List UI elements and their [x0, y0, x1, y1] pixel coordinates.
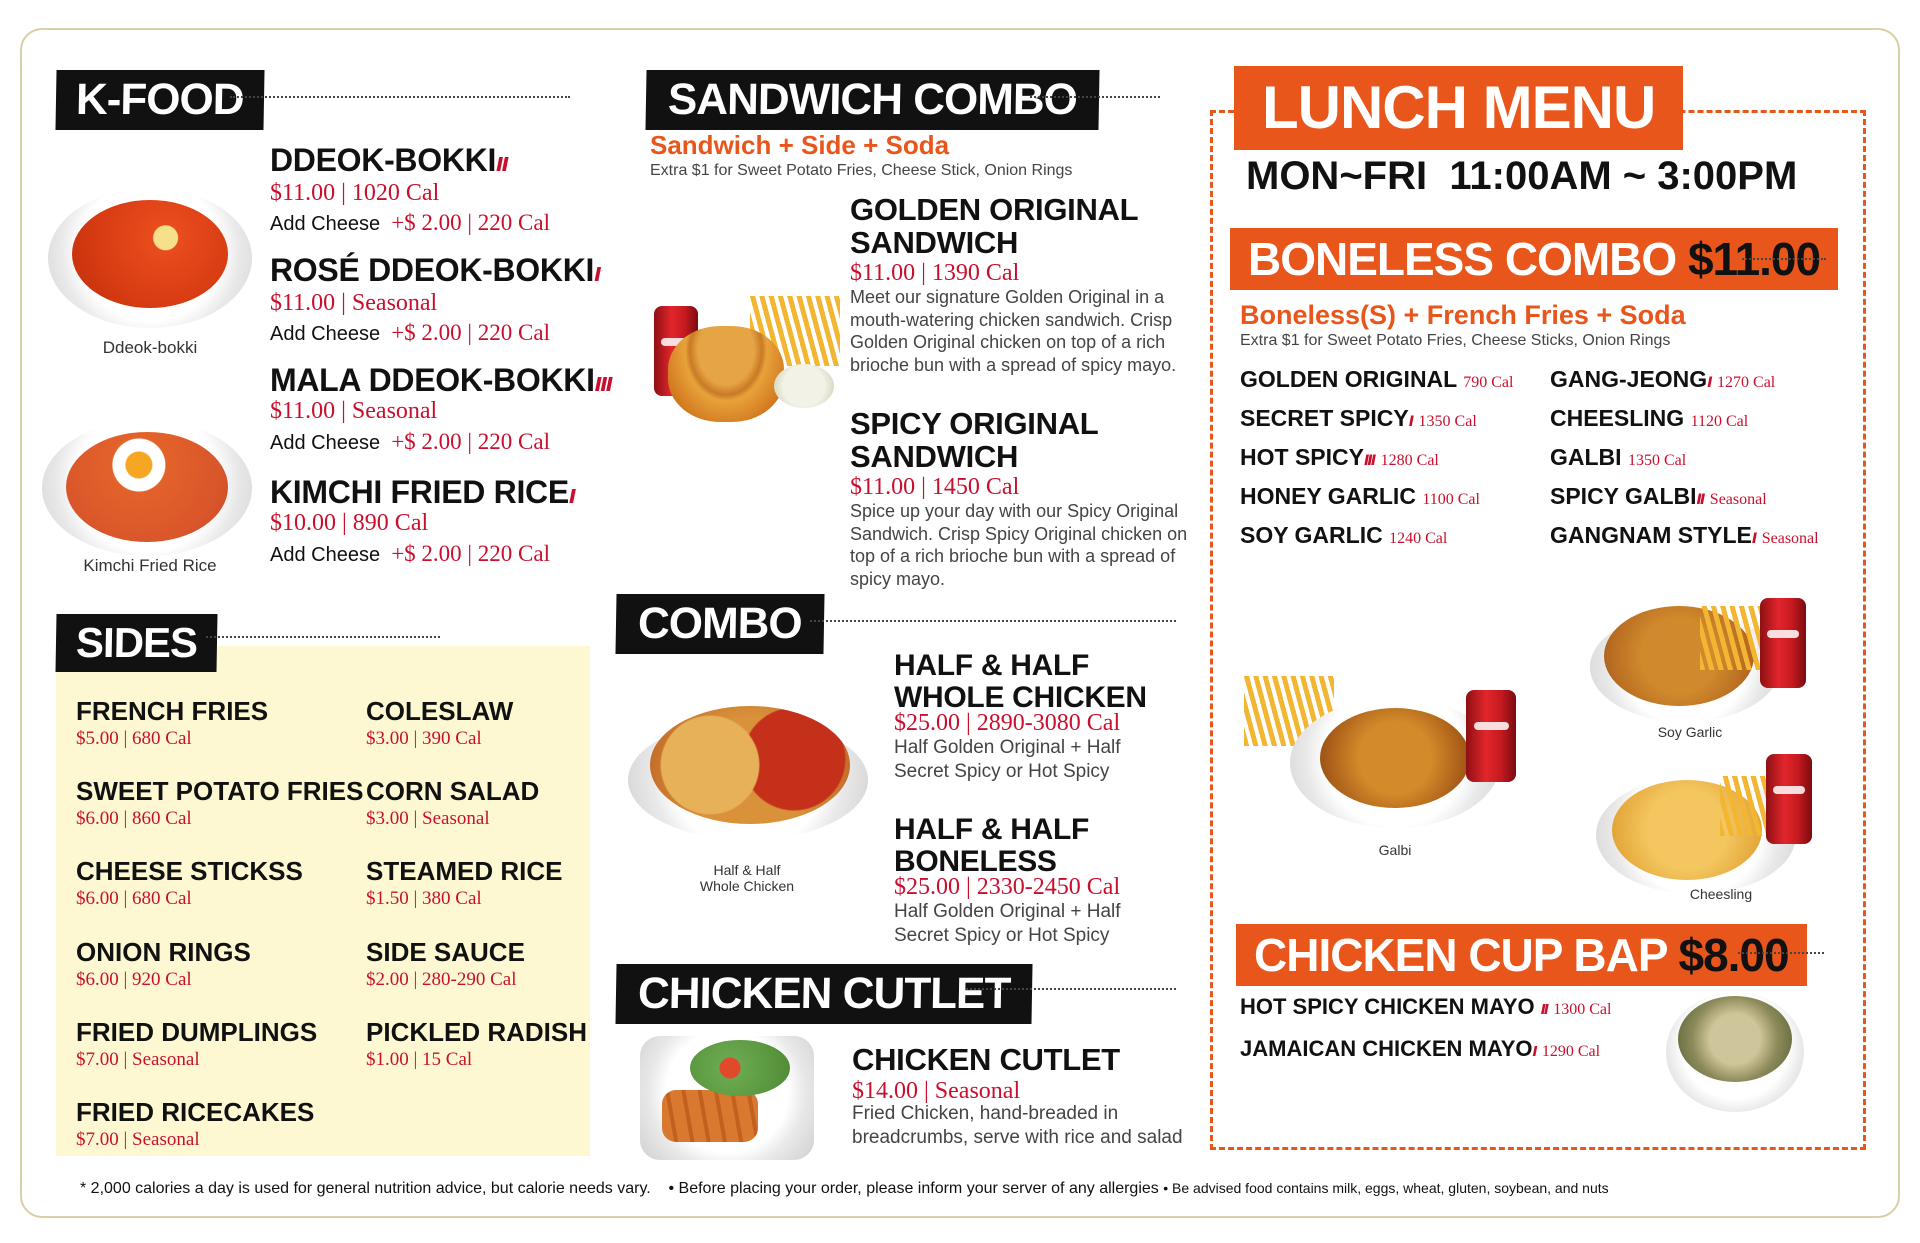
- cheesling-caption: Cheesling: [1689, 886, 1753, 902]
- flavor-item: CHEESLING 1120 Cal: [1550, 405, 1749, 431]
- sides-divider: [206, 628, 440, 638]
- kfood-item-name: DDEOK-BOKKIıı: [270, 142, 508, 178]
- side-item-price: $6.00 | 680 Cal: [76, 888, 192, 909]
- cupbap-food: [1678, 996, 1792, 1082]
- combo-item-price: $25.00 | 2890-3080 Cal: [894, 710, 1121, 736]
- chili-icon: ııı: [1363, 448, 1375, 470]
- half-half-caption: Half & Half Whole Chicken: [699, 862, 795, 894]
- cutlet-title: CHICKEN CUTLET: [615, 964, 1032, 1024]
- cutlet-food: [662, 1090, 758, 1142]
- flavor-item: GANG-JEONGı 1270 Cal: [1550, 366, 1776, 392]
- side-item-price: $7.00 | Seasonal: [76, 1049, 200, 1070]
- kfood-item-addon: Add Cheese +$ 2.00 | 220 Cal: [270, 429, 550, 454]
- lunch-title: LUNCH MENU: [1234, 66, 1683, 150]
- soda-can-image: [1766, 754, 1812, 844]
- half-half-food: [650, 706, 850, 824]
- sandwich-title: SANDWICH COMBO: [645, 70, 1099, 130]
- kfood-item-price: $11.00 | Seasonal: [270, 290, 438, 316]
- ddeokbokki-food: [72, 200, 228, 308]
- side-item-name: ONION RINGS: [76, 937, 251, 967]
- galbi-food: [1320, 708, 1470, 808]
- sandwich-image: [668, 326, 784, 422]
- kfood-item-addon: Add Cheese +$ 2.00 | 220 Cal: [270, 320, 550, 345]
- sandwich-extra: Extra $1 for Sweet Potato Fries, Cheese Stick, Onion Rings: [650, 162, 1073, 179]
- side-item-name: PICKLED RADISH: [366, 1017, 588, 1047]
- footer-note: * 2,000 calories a day is used for general nutrition advice, but calorie needs vary. • Before placing your order, please inform your server of any allergies • Be advised food contains milk, eggs, wheat, gluten, soybean, and nuts: [80, 1180, 1609, 1197]
- side-item-name: FRIED DUMPLINGS: [76, 1017, 318, 1047]
- sandwich-item-desc: Meet our signature Golden Original in a mouth-watering chicken sandwich. Crisp Golden Original chicken on top of a rich brioche bun with a spread of spicy mayo.: [850, 287, 1177, 375]
- kimchi-rice-food: [66, 432, 228, 542]
- cutlet-item-name: CHICKEN CUTLET: [852, 1042, 1120, 1077]
- side-item-price: $5.00 | 680 Cal: [76, 728, 192, 749]
- chili-icon: ııı: [594, 366, 612, 397]
- combo-divider: [810, 612, 1176, 622]
- cupbap-title: CHICKEN CUP BAP $8.00: [1236, 924, 1807, 986]
- chili-icon: ı: [1408, 409, 1413, 431]
- boneless-extra: Extra $1 for Sweet Potato Fries, Cheese Sticks, Onion Rings: [1240, 332, 1671, 349]
- cupbap-divider: [1738, 944, 1824, 954]
- boneless-title: BONELESS COMBO $11.00: [1230, 228, 1838, 290]
- chili-icon: ı: [594, 256, 600, 287]
- sandwich-subtitle: Sandwich + Side + Soda: [650, 130, 950, 160]
- chili-icon: ı: [1707, 370, 1711, 392]
- kfood-item-addon: Add Cheese +$ 2.00 | 220 Cal: [270, 210, 550, 235]
- soda-can-image: [1466, 690, 1516, 782]
- galbi-caption: Galbi: [1378, 842, 1412, 858]
- ddeokbokki-caption: Ddeok-bokki: [102, 338, 198, 357]
- soda-can-image: [1760, 598, 1806, 688]
- chili-icon: ı: [1751, 526, 1756, 548]
- side-item-price: $3.00 | 390 Cal: [366, 728, 482, 749]
- kfood-item-addon: Add Cheese +$ 2.00 | 220 Cal: [270, 541, 550, 566]
- combo-item-desc: Half Golden Original + Half Secret Spicy or Hot Spicy: [894, 901, 1121, 946]
- sandwich-item-name: SPICY ORIGINAL SANDWICH: [850, 406, 1098, 474]
- lunch-hours: MON~FRI 11:00AM ~ 3:00PM: [1246, 154, 1798, 198]
- cutlet-item-price: $14.00 | Seasonal: [852, 1078, 1021, 1104]
- side-item-price: $6.00 | 920 Cal: [76, 969, 192, 990]
- flavor-item: GANGNAM STYLEı Seasonal: [1550, 522, 1819, 548]
- chili-icon: ıı: [1540, 997, 1548, 1018]
- chili-icon: ıı: [1696, 487, 1704, 509]
- side-item-price: $3.00 | Seasonal: [366, 808, 490, 829]
- kfood-item-name: KIMCHI FRIED RICEı: [270, 474, 575, 510]
- combo-item-name: HALF & HALF BONELESS: [894, 813, 1089, 878]
- boneless-divider: [1742, 250, 1826, 260]
- flavor-item: SECRET SPICYı 1350 Cal: [1240, 405, 1477, 431]
- cupbap-item: HOT SPICY CHICKEN MAYO ıı 1300 Cal: [1240, 994, 1612, 1019]
- boneless-subtitle: Boneless(S) + French Fries + Soda: [1240, 300, 1686, 330]
- sides-title: SIDES: [55, 614, 217, 672]
- side-item-name: FRIED RICECAKES: [76, 1097, 315, 1127]
- side-item-name: CORN SALAD: [366, 776, 540, 806]
- flavor-item: GALBI 1350 Cal: [1550, 444, 1687, 470]
- chili-icon: ıı: [496, 146, 508, 177]
- cutlet-item-desc: Fried Chicken, hand-breaded in breadcrumbs, serve with rice and salad: [852, 1103, 1183, 1148]
- kimchi-rice-caption: Kimchi Fried Rice: [83, 556, 217, 575]
- flavor-item: HONEY GARLIC 1100 Cal: [1240, 483, 1480, 509]
- coleslaw-image: [774, 364, 834, 408]
- flavor-item: HOT SPICYııı 1280 Cal: [1240, 444, 1439, 470]
- sandwich-item-price: $11.00 | 1390 Cal: [850, 260, 1020, 286]
- flavor-item: GOLDEN ORIGINAL 790 Cal: [1240, 366, 1514, 392]
- side-item-name: FRENCH FRIES: [76, 696, 269, 726]
- kfood-item-price: $10.00 | 890 Cal: [270, 510, 429, 536]
- cupbap-price: $8.00: [1678, 929, 1789, 981]
- side-item-name: CHEESE STICKSS: [76, 856, 303, 886]
- salad-food: [690, 1040, 790, 1096]
- side-item-name: COLESLAW: [366, 696, 514, 726]
- kfood-title: K-FOOD: [55, 70, 264, 130]
- side-item-price: $2.00 | 280-290 Cal: [366, 969, 517, 990]
- kfood-item-price: $11.00 | 1020 Cal: [270, 180, 440, 206]
- side-item-name: STEAMED RICE: [366, 856, 563, 886]
- side-item-name: SWEET POTATO FRIES: [76, 776, 364, 806]
- side-item-price: $1.00 | 15 Cal: [366, 1049, 473, 1070]
- boneless-price: $11.00: [1687, 233, 1821, 285]
- combo-item-name: HALF & HALF WHOLE CHICKEN: [894, 649, 1147, 714]
- soy-garlic-caption: Soy Garlic: [1657, 724, 1723, 740]
- sandwich-item-price: $11.00 | 1450 Cal: [850, 474, 1020, 500]
- flavor-item: SPICY GALBIıı Seasonal: [1550, 483, 1767, 509]
- side-item-price: $6.00 | 860 Cal: [76, 808, 192, 829]
- combo-item-price: $25.00 | 2330-2450 Cal: [894, 874, 1121, 900]
- side-item-price: $7.00 | Seasonal: [76, 1129, 200, 1150]
- chili-icon: ı: [1532, 1039, 1536, 1060]
- sandwich-divider: [1030, 88, 1160, 98]
- side-item-price: $1.50 | 380 Cal: [366, 888, 482, 909]
- kfood-divider: [230, 88, 570, 98]
- cupbap-item: JAMAICAN CHICKEN MAYOı 1290 Cal: [1240, 1036, 1601, 1061]
- flavor-item: SOY GARLIC 1240 Cal: [1240, 522, 1448, 548]
- kfood-item-price: $11.00 | Seasonal: [270, 398, 438, 424]
- sandwich-item-name: GOLDEN ORIGINAL SANDWICH: [850, 192, 1138, 260]
- kfood-item-name: MALA DDEOK-BOKKIııı: [270, 362, 612, 398]
- cutlet-divider: [966, 980, 1176, 990]
- combo-title: COMBO: [615, 594, 824, 654]
- side-item-name: SIDE SAUCE: [366, 937, 525, 967]
- chili-icon: ı: [568, 478, 575, 509]
- sandwich-item-desc: Spice up your day with our Spicy Original Sandwich. Crisp Spicy Original chicken on top of a rich brioche bun with a spread of spicy mayo.: [850, 501, 1188, 589]
- kfood-item-name: ROSÉ DDEOK-BOKKIı: [270, 252, 600, 288]
- combo-item-desc: Half Golden Original + Half Secret Spicy or Hot Spicy: [894, 737, 1121, 782]
